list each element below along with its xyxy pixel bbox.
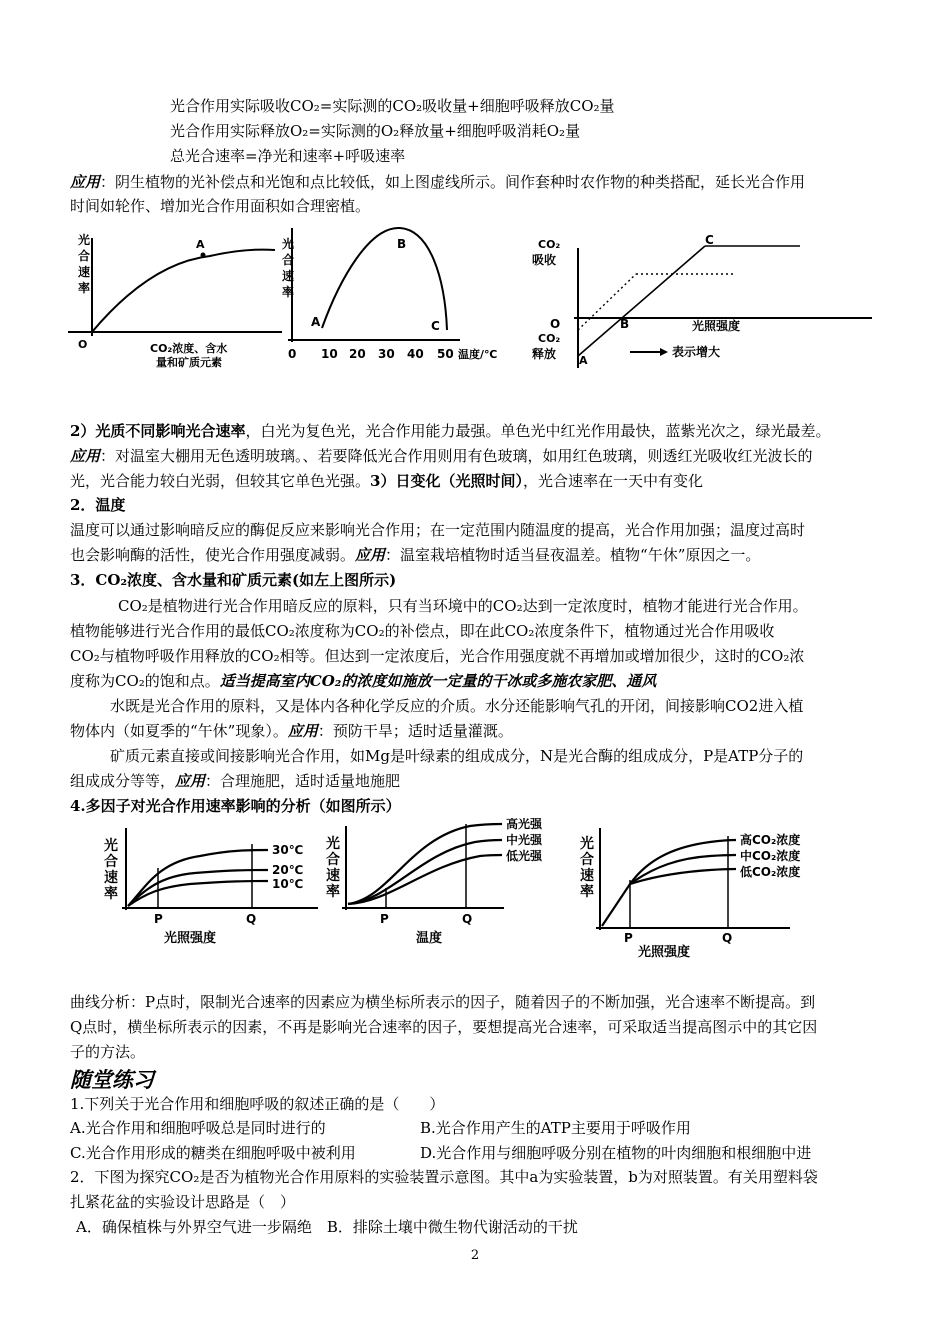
svg-text:光: 光 [282,237,295,251]
co2-paragraph-l3: CO₂与植物呼吸作用释放的CO₂相等。但达到一定浓度后，光合作用强度就不再增加或增加很少，这时的CO₂浓 [70,647,805,665]
svg-text:合: 合 [282,253,295,267]
svg-text:光: 光 [104,838,118,854]
svg-text:P: P [624,931,633,945]
question-1-option-c: C.光合作用形成的糖类在细胞呼吸中被利用 [70,1144,356,1162]
temperature-paragraph-cont: 也会影响酶的活性，使光合作用强度减弱。应用：温室栽培植物时适当昼夜温差。植物“午休”原因之一。 [70,546,761,564]
graph3-origin: O [550,317,561,331]
practice-header: 随堂练习 [70,1067,154,1092]
graph-co2-water-minerals [68,232,282,369]
section-co2-title: 3．CO₂浓度、含水量和矿质元素(如左上图所示) [70,571,397,589]
svg-text:Q: Q [722,931,733,945]
svg-text:10℃: 10℃ [272,877,304,891]
graph-light-intensity [532,233,872,368]
graph1-ylabel-1: 光 [78,233,91,247]
svg-text:低CO₂浓度: 低CO₂浓度 [740,865,801,879]
graph1-xlabel-1: CO₂浓度、含水 [150,342,228,355]
svg-text:率: 率 [326,884,340,900]
svg-text:高CO₂浓度: 高CO₂浓度 [740,833,801,847]
svg-text:高光强: 高光强 [506,818,543,831]
svg-text:速: 速 [104,870,118,886]
analysis-l3: 子的方法。 [70,1043,146,1061]
temperature-paragraph: 温度可以通过影响暗反应的酶促反应来影响光合作用；在一定范围内随温度的提高，光合作用加强；温度过高时 [70,521,806,539]
analysis-l1: 曲线分析：P点时，限制光合速率的因素应为横坐标所表示的因子，随着因子的不断加强，光合速率不断提高。到 [70,993,816,1011]
question-2-options-ab: A．确保植株与外界空气进一步隔绝 B．排除土壤中微生物代谢活动的干扰 [76,1218,578,1236]
graph1-point-a: A [196,238,205,251]
svg-text:释放: 释放 [532,347,557,361]
light-quality-application: 应用：对温室大棚用无色透明玻璃。、若要降低光合作用则用有色玻璃，如用红色玻璃，则透红光吸收红光波长的 [70,447,813,465]
mineral-paragraph-l1: 矿质元素直接或间接影响光合作用，如Mg是叶绿素的组成成分，N是光合酶的组成成分，P是ATP分子的 [110,747,804,765]
svg-text:Q: Q [462,912,473,926]
section-temperature-title: 2．温度 [70,496,126,514]
graph2-point-a: A [311,315,321,329]
graph3-point-c: C [705,233,714,247]
svg-text:光: 光 [580,836,594,852]
svg-text:合: 合 [326,852,340,868]
graph1-ylabel-4: 率 [78,281,91,295]
svg-text:合: 合 [104,854,118,870]
graph2-curve [322,228,447,330]
svg-text:30: 30 [378,347,395,361]
page-number: 2 [470,1248,480,1263]
graph-light-co2 [580,828,800,960]
svg-text:50: 50 [437,347,454,361]
graph2-origin: 0 [288,347,297,361]
mineral-paragraph-l2: 组成成分等等，应用：合理施肥，适时适量地施肥 [70,772,401,790]
svg-text:光照强度: 光照强度 [638,945,691,960]
graph-temperature-light [326,818,543,946]
svg-text:CO₂: CO₂ [538,238,561,251]
svg-text:中光强: 中光强 [506,833,543,847]
svg-text:10: 10 [321,347,338,361]
graph3-sun-plant-line [578,246,705,356]
analysis-l2: Q点时，横坐标所表示的因素，不再是影响光合速率的因子，要想提高光合速率，可采取适当提高图示中的其它因 [70,1018,818,1036]
svg-text:40: 40 [407,347,424,361]
formula-co2: 光合作用实际吸收CO₂=实际测的CO₂吸收量+细胞呼吸释放CO₂量 [170,97,615,115]
figure-multifactor-graphs [90,818,880,968]
graph2-point-c: C [431,319,440,333]
svg-text:率: 率 [104,886,118,902]
graph3-point-a: A [579,354,588,367]
svg-text:CO₂: CO₂ [538,332,561,345]
svg-text:速: 速 [282,269,295,283]
svg-text:吸收: 吸收 [532,253,557,267]
svg-text:速: 速 [580,868,594,884]
figure-factor-graphs [60,218,890,398]
question-1-option-b: B.光合作用产生的ATP主要用于呼吸作用 [420,1119,691,1137]
graph3-xlabel: 光照强度 [692,319,741,333]
graph1-curve [92,250,275,332]
light-quality-paragraph: 2）光质不同影响光合速率，白光为复色光，光合作用能力最强。单色光中红光作用最快，蓝紫光次之，绿光最差。 [70,422,831,440]
question-1: 1.下列关于光合作用和细胞呼吸的叙述正确的是（ ） [70,1095,445,1113]
svg-text:光: 光 [326,836,340,852]
co2-paragraph-l1: CO₂是植物进行光合作用暗反应的原料，只有当环境中的CO₂达到一定浓度时，植物才能进行光合作用。 [118,597,808,615]
co2-paragraph-l2: 植物能够进行光合作用的最低CO₂浓度称为CO₂的补偿点，即在此CO₂浓度条件下，植物通过光合作用吸收 [70,622,775,640]
svg-text:速: 速 [326,868,340,884]
graph2-point-b: B [397,237,407,251]
application-label: 应用 [70,173,101,191]
water-paragraph-l1: 水既是光合作用的原料，又是体内各种化学反应的介质。水分还能影响气孔的开闭，间接影响CO2进入植 [110,697,804,715]
graph1-xlabel-2: 量和矿质元素 [156,356,222,369]
svg-text:P: P [380,912,389,926]
svg-text:20℃: 20℃ [272,863,304,877]
graph1-ylabel-2: 合 [78,249,91,263]
application-paragraph-1-cont: 时间如轮作、增加光合作用面积如合理密植。 [70,197,371,215]
svg-text:20: 20 [349,347,366,361]
co2-paragraph-l4: 度称为CO₂的饱和点。适当提高室内CO₂的浓度如施放一定量的干冰或多施农家肥、通风 [70,672,657,690]
graph-light-temperature [104,828,318,946]
graph-temperature [282,228,497,361]
light-quality-cont: 光，光合能力较白光弱，但较其它单色光强。3）日变化（光照时间），光合速率在一天中有变化 [70,472,703,490]
svg-text:30℃: 30℃ [272,843,304,857]
question-2-l2: 扎紧花盆的实验设计思路是（ ） [70,1193,296,1211]
graph3-arrow-label: 表示增大 [672,345,721,359]
graph1-origin: O [78,338,88,351]
graph1-ylabel-3: 速 [78,265,91,279]
svg-text:Q: Q [246,912,257,926]
question-1-option-a: A.光合作用和细胞呼吸总是同时进行的 [70,1119,326,1137]
question-1-option-d: D.光合作用与细胞呼吸分别在植物的叶肉细胞和根细胞中进 [420,1144,812,1162]
water-paragraph-l2: 物体内（如夏季的“午休”现象）。应用：预防干旱；适时适量灌溉。 [70,722,513,740]
formula-o2: 光合作用实际释放O₂=实际测的O₂释放量+细胞呼吸消耗O₂量 [170,122,581,140]
section-multifactor-title: 4.多因子对光合作用速率影响的分析（如图所示） [70,797,401,815]
application-paragraph-1: 应用：阴生植物的光补偿点和光饱和点比较低，如上图虚线所示。间作套种时农作物的种类搭配，延长光合作用 [70,173,806,191]
formula-total: 总光合速率=净光和速率+呼吸速率 [170,147,406,165]
svg-text:合: 合 [580,852,594,868]
svg-text:中CO₂浓度: 中CO₂浓度 [740,849,801,863]
svg-text:P: P [154,912,163,926]
graph1-point-a-marker [201,253,206,258]
svg-text:温度: 温度 [416,931,443,946]
svg-text:低光强: 低光强 [506,849,543,863]
svg-text:率: 率 [282,285,295,299]
svg-text:光照强度: 光照强度 [164,931,217,946]
graph3-point-b: B [620,317,630,331]
svg-text:率: 率 [580,884,594,900]
graph2-xlabel: 温度/℃ [458,348,498,361]
question-2-l1: 2．下图为探究CO₂是否为植物光合作用原料的实验装置示意图。其中a为实验装置，b为对照装置。有关用塑料袋 [70,1168,818,1186]
